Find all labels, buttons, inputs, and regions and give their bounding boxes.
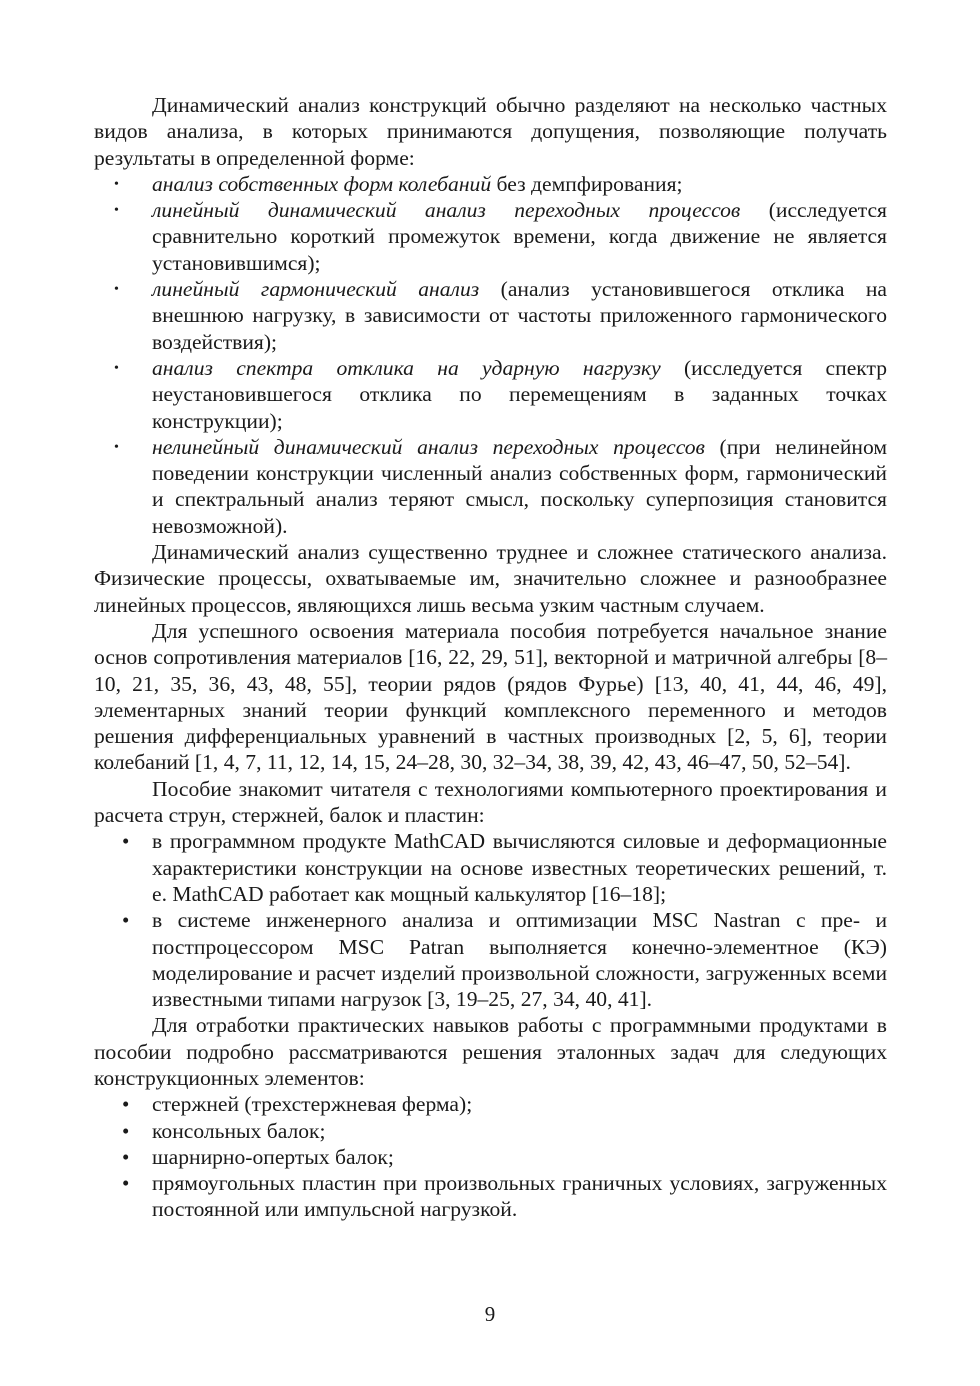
list-item — [94, 1170, 887, 1223]
list-item — [94, 1118, 887, 1144]
term-description: без демпфирования; — [491, 171, 683, 196]
bullet-icon: • — [114, 176, 119, 192]
list-item — [94, 434, 887, 539]
term-description: (при нелинейном поведении конструкции численный анализ собственных форм, гармонический и спектральный анализ теряют смысл, поскольку суперпозиция становится невозможной). — [152, 434, 887, 538]
bullet-icon: • — [122, 1092, 130, 1117]
term: нелинейный динамический анализ переходных процессов — [152, 434, 705, 459]
list-item-text: шарнирно-опертых балок; — [152, 1144, 394, 1169]
page-number: 9 — [484, 1302, 496, 1326]
bullet-icon: • — [122, 1144, 130, 1169]
analysis-types-list — [94, 171, 887, 539]
bullet-icon: • — [114, 439, 119, 455]
elements-list — [94, 1091, 887, 1222]
list-item — [94, 1144, 887, 1170]
list-item-text: консольных балок; — [152, 1118, 326, 1143]
list-item-text: в программном продукте MathCAD вычисляются силовые и деформационные характеристики конструкции на основе известных теоретических решений, т. е. MathCAD работает как мощный калькулятор [16–18]; — [152, 829, 887, 906]
paragraph-intro: Динамический анализ конструкций обычно разделяют на несколько частных видов анализа, в которых принимаются допущения, позволяющие получать результаты в определенной форме: — [94, 93, 887, 170]
list-item — [94, 828, 887, 907]
bullet-icon: • — [122, 908, 130, 933]
term: линейный динамический анализ переходных процессов — [152, 198, 741, 223]
paragraph-practice: Для отработки практических навыков работы с программными продуктами в пособии подробно рассматриваются решения эталонных задач для следующих конструкционных элементов: — [94, 1013, 887, 1090]
term: анализ собственных форм колебаний — [152, 171, 492, 196]
bullet-icon: • — [122, 1171, 130, 1196]
bullet-icon: • — [114, 203, 119, 219]
term-description: (анализ установившегося отклика на внешнюю нагрузку, в зависимости от частоты приложенного гармонического воздействия); — [152, 277, 887, 354]
term: анализ спектра отклика на ударную нагрузку — [152, 355, 661, 380]
term: линейный гармонический анализ — [152, 277, 480, 302]
list-item — [94, 276, 887, 355]
list-item-text: стержней (трехстержневая ферма); — [152, 1092, 473, 1117]
paragraph-dynamic-analysis: Динамический анализ существенно труднее и сложнее статического анализа. Физические процессы, охватываемые им, значительно сложнее и разнообразнее линейных процессов, являющихся лишь весьма узким частным случаем. — [94, 540, 887, 617]
list-item — [94, 355, 887, 434]
bullet-icon: • — [114, 282, 119, 298]
bullet-icon: • — [122, 829, 130, 854]
bullet-icon: • — [122, 1118, 130, 1143]
list-item — [94, 197, 887, 276]
paragraph-prerequisites: Для успешного освоения материала пособия потребуется начальное знание основ сопротивления материалов [16, 22, 29, 51], векторной и матричной алгебры [8–10, 21, 35, 36, 43, 48, 55], теории рядов (рядов Фурье) [13, 40, 41, 44, 46, 49], элементарных знаний теории функций комплексного переменного и методов решения дифференциальных уравнений в частных производных [2, 5, 6], теории колебаний [1, 4, 7, 11, 12, 14, 15, 24–28, 30, 32–34, 38, 39, 42, 43, 46–47, 50, 52–54]. — [94, 618, 887, 775]
paragraph-technologies: Пособие знакомит читателя с технологиями компьютерного проектирования и расчета струн, стержней, балок и пластин: — [94, 776, 887, 828]
term-description: (исследуется сравнительно короткий промежуток времени, когда движение не является установившимся); — [152, 198, 887, 275]
list-item — [94, 1091, 887, 1117]
list-item — [94, 907, 887, 1012]
list-item — [94, 171, 887, 197]
list-item-text: в системе инженерного анализа и оптимизации MSC Nastran с пре- и постпроцессором MSC Patran выполняется конечно-элементное (КЭ) моделирование и расчет изделий произвольной сложности, загруженных всеми известными типами нагрузок [3, 19–25, 27, 34, 40, 41]. — [152, 908, 887, 1012]
list-item-text: прямоугольных пластин при произвольных граничных условиях, загруженных постоянной или импульсной нагрузкой. — [152, 1171, 887, 1222]
term-description: (исследуется спектр неустановившегося отклика по перемещениям в заданных точках конструкции); — [152, 355, 887, 433]
bullet-icon: • — [114, 360, 119, 376]
software-list — [94, 828, 887, 1012]
page-body — [94, 92, 887, 1223]
